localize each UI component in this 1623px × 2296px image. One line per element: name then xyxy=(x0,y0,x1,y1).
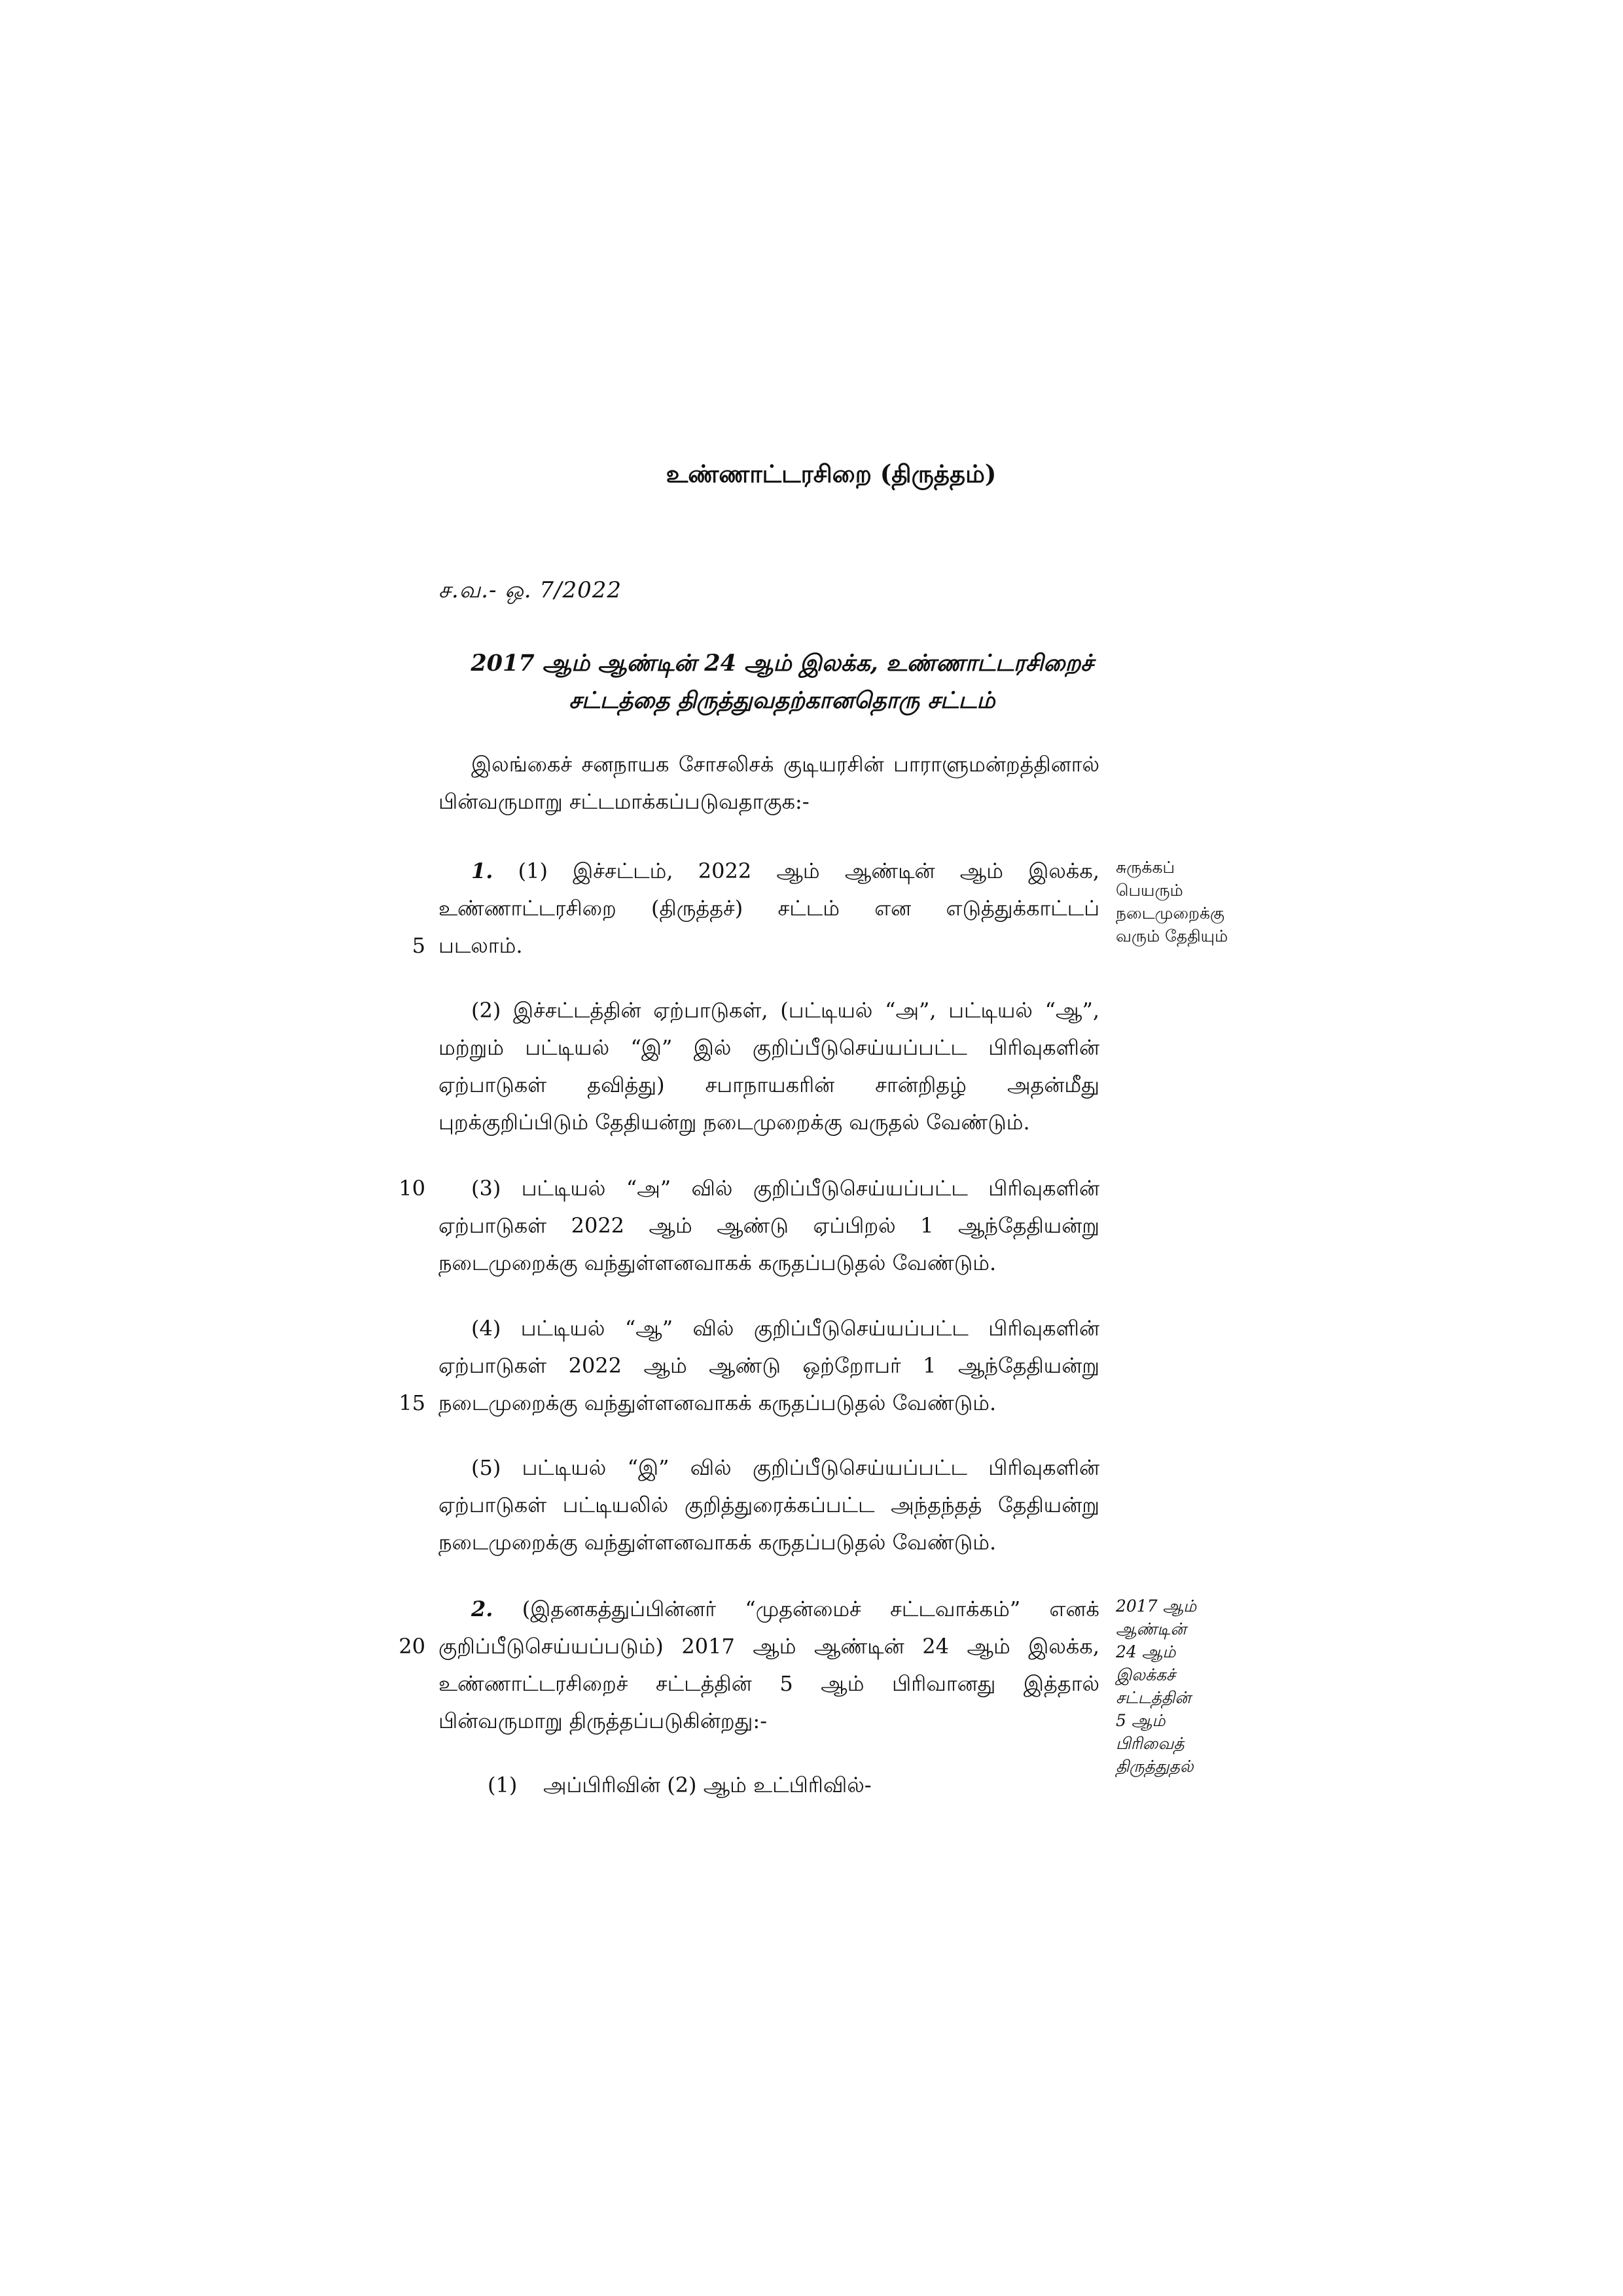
marginal-note-line: இலக்கச் xyxy=(1116,1665,1175,1684)
marginal-note-line: 24 ஆம் xyxy=(1116,1642,1176,1661)
section-line: நடைமுறைக்கு வந்துள்ளனவாகக் கருதப்படுதல் வேண்டும். xyxy=(438,1390,997,1415)
enacting-line: பின்வருமாறு சட்டமாக்கப்படுவதாகுக:- xyxy=(438,789,810,814)
page-title: உண்ணாட்டரசிறை (திருத்தம்) xyxy=(666,459,997,488)
section-line: நடைமுறைக்கு வந்துள்ளனவாகக் கருதப்படுதல் வேண்டும். xyxy=(438,1530,997,1555)
section-1-subsection-4 xyxy=(438,1310,1099,1422)
section-line: ஏற்பாடுகள் 2022 ஆம் ஆண்டு ஒற்றோபர் 1 ஆந்தேதியன்று xyxy=(438,1353,1099,1378)
marginal-note-line: 5 ஆம் xyxy=(1116,1711,1166,1730)
section-number: 2. xyxy=(471,1597,493,1621)
section-line: குறிப்பீடுசெய்யப்படும்) 2017 ஆம் ஆண்டின் 24 ஆம் இலக்க, xyxy=(438,1634,1099,1659)
marginal-note-line: வரும் தேதியும் xyxy=(1116,927,1228,945)
marginal-note-line: திருத்துதல் xyxy=(1116,1757,1194,1776)
enacting-clause xyxy=(438,746,1099,821)
section-number: 1. xyxy=(471,858,493,883)
section-line: (3) பட்டியல் “அ” வில் குறிப்பீடுசெய்யப்பட்ட பிரிவுகளின் xyxy=(471,1176,1099,1201)
long-title xyxy=(432,645,1132,719)
marginal-note-line: பிரிவைத் xyxy=(1116,1734,1185,1753)
section-line: ஏற்பாடுகள் 2022 ஆம் ஆண்டு ஏப்பிறல் 1 ஆந்தேதியன்று xyxy=(438,1213,1099,1238)
section-1-subsection-1 xyxy=(438,853,1099,964)
item-text: அப்பிரிவின் (2) ஆம் உட்பிரிவில்- xyxy=(543,1773,872,1797)
section-text: (1) இச்சட்டம், 2022 ஆம் ஆண்டின் ஆம் இலக்க, xyxy=(518,858,1100,883)
section-line: படலாம். xyxy=(438,933,523,958)
section-2 xyxy=(438,1591,1099,1740)
section-1-subsection-3 xyxy=(438,1170,1099,1282)
section-1-subsection-2 xyxy=(438,992,1099,1141)
section-1-subsection-5 xyxy=(438,1449,1099,1561)
long-title-line: 2017 ஆம் ஆண்டின் 24 ஆம் இலக்க, உண்ணாட்டரசிறைச் xyxy=(471,650,1094,677)
line-number: 20 xyxy=(399,1634,425,1659)
section-line xyxy=(438,853,1099,890)
marginal-note-line: பெயரும் xyxy=(1116,881,1183,900)
section-line: ஏற்பாடுகள் தவித்து) சபாநாயகரின் சான்றிதழ் அதன்மீது xyxy=(438,1072,1099,1097)
marginal-note-line: 2017 ஆம் xyxy=(1116,1597,1197,1616)
section-line: உண்ணாட்டரசிறைச் சட்டத்தின் 5 ஆம் பிரிவானது இத்தால் xyxy=(438,1671,1099,1696)
section-line: ஏற்பாடுகள் பட்டியலில் குறித்துரைக்கப்பட்ட அந்தந்தத் தேதியன்று xyxy=(438,1492,1099,1517)
bill-number: ச.வ.- ஒ. 7/2022 xyxy=(438,577,622,603)
section-line xyxy=(438,1591,1099,1628)
marginal-note-line: ஆண்டின் xyxy=(1116,1619,1186,1638)
section-line: உண்ணாட்டரசிறை (திருத்தச்) சட்டம் என எடுத்துக்காட்டப் xyxy=(438,896,1099,921)
marginal-note-line: நடைமுறைக்கு xyxy=(1116,904,1225,923)
section-line: மற்றும் பட்டியல் “இ” இல் குறிப்பீடுசெய்யப்பட்ட பிரிவுகளின் xyxy=(438,1035,1100,1060)
long-title-line: சட்டத்தை திருத்துவதற்கானதொரு சட்டம் xyxy=(569,687,995,714)
line-number: 5 xyxy=(412,933,425,958)
line-number: 15 xyxy=(399,1390,425,1415)
marginal-note-section-2 xyxy=(1116,1595,1227,1778)
section-2-item-1 xyxy=(488,1767,872,1804)
item-number: (1) xyxy=(488,1773,518,1797)
section-line: பின்வருமாறு திருத்தப்படுகின்றது:- xyxy=(438,1708,768,1733)
enacting-line: இலங்கைச் சனநாயக சோசலிசக் குடியரசின் பாராளுமன்றத்தினால் xyxy=(471,752,1099,777)
section-line: (4) பட்டியல் “ஆ” வில் குறிப்பீடுசெய்யப்பட்ட பிரிவுகளின் xyxy=(471,1316,1099,1341)
marginal-note-line: சட்டத்தின் xyxy=(1116,1688,1191,1707)
section-text: (இதனகத்துப்பின்னர் “முதன்மைச் சட்டவாக்கம்” எனக் xyxy=(522,1597,1100,1621)
section-line: (2) இச்சட்டத்தின் ஏற்பாடுகள், (பட்டியல் “அ”, பட்டியல் “ஆ”, xyxy=(471,998,1099,1023)
line-number: 10 xyxy=(399,1176,425,1201)
section-line: (5) பட்டியல் “இ” வில் குறிப்பீடுசெய்யப்பட்ட பிரிவுகளின் xyxy=(471,1455,1099,1480)
section-line: புறக்குறிப்பிடும் தேதியன்று நடைமுறைக்கு வருதல் வேண்டும். xyxy=(438,1110,1030,1135)
marginal-note-line: சுருக்கப் xyxy=(1116,858,1175,877)
section-line: நடைமுறைக்கு வந்துள்ளனவாகக் கருதப்படுதல் வேண்டும். xyxy=(438,1250,997,1275)
marginal-note-section-1 xyxy=(1116,856,1227,947)
